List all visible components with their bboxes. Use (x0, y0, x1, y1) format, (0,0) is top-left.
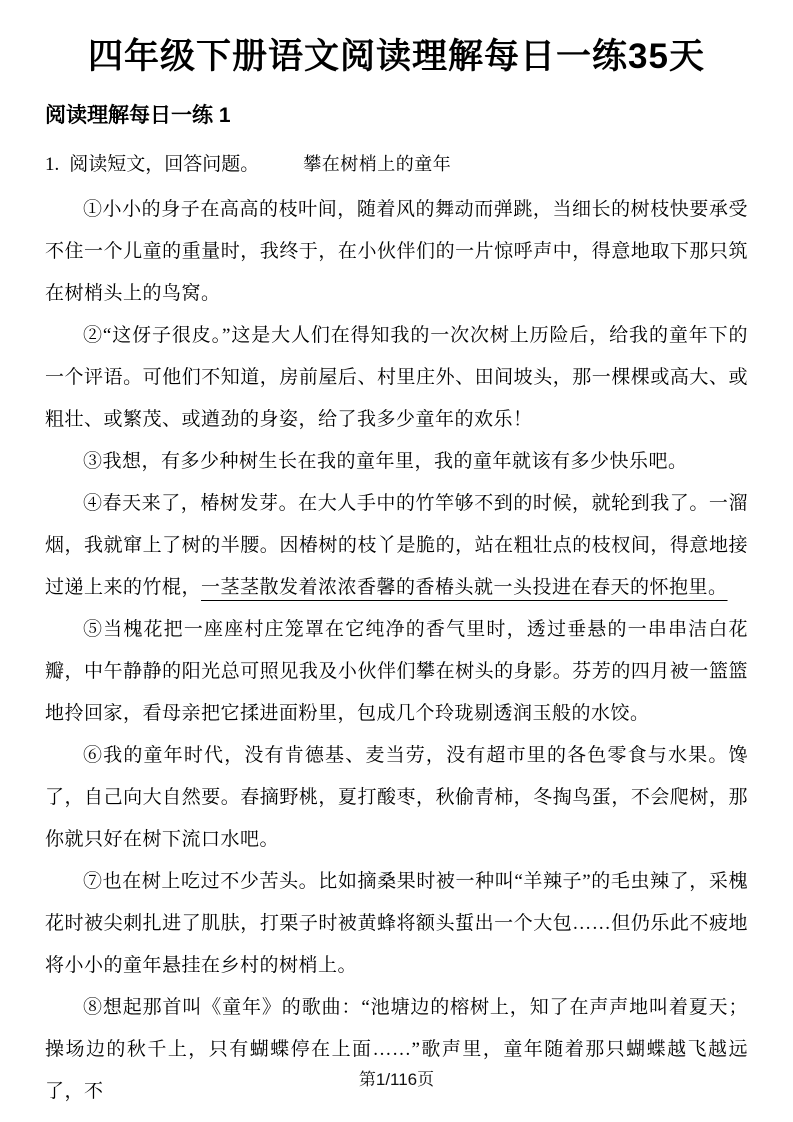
passage-text: ②“这伢子很皮。”这是大人们在得知我的一次次树上历险后，给我的童年下的一个评语。可他们不知道，房前屋后、村里庄外、田间坡头，那一棵棵或高大、或粗壮、或繁茂、或遒劲的身姿，给了我多少童年的欢乐！ (45, 325, 748, 430)
passage-paragraph (45, 315, 748, 441)
passage-text: ⑥我的童年时代，没有肯德基、麦当劳，没有超市里的各色零食与水果。馋了，自己向大自然要。春摘野桃，夏打酸枣，秋偷青柿，冬掏鸟蛋，不会爬树，那你就只好在树下流口水吧。 (45, 745, 748, 850)
section-heading: 阅读理解每日一练 1 (45, 104, 231, 127)
passage-paragraph (45, 189, 748, 315)
passage-text: ⑦也在树上吃过不少苦头。比如摘桑果时被一种叫“羊辣子”的毛虫辣了，采槐花时被尖刺扎进了肌肤，打栗子时被黄蜂将额头蜇出一个大包……但仍乐此不疲地将小小的童年悬挂在乡村的树梢上。 (45, 871, 748, 976)
question-number: 1. (45, 154, 60, 175)
passage-body (45, 189, 748, 1113)
passage-paragraph (45, 987, 748, 1113)
passage-text: ④春天来了，椿树发芽。在大人手中的竹竿够不到的时候，就轮到我了。一溜烟，我就窜上了树的半腰。因椿树的枝丫是脆的，站在粗壮点的枝杈间，得意地接过递上来的竹棍， (45, 493, 748, 598)
question-line (45, 150, 748, 179)
passage-paragraph (45, 483, 748, 609)
question-prompt: 阅读短文，回答问题。 (69, 154, 260, 175)
passage-title: 攀在树梢上的童年 (303, 154, 452, 174)
passage-text: ①小小的身子在高高的枝叶间，随着风的舞动而弹跳，当细长的树枝快要承受不住一个儿童的重量时，我终于，在小伙伴们的一片惊呼声中，得意地取下那只筑在树梢头上的鸟窝。 (45, 199, 748, 304)
passage-paragraph (45, 735, 748, 861)
passage-paragraph (45, 441, 748, 483)
passage-text: ③我想，有多少种树生长在我的童年里，我的童年就该有多少快乐吧。 (83, 451, 688, 472)
passage-paragraph (45, 861, 748, 987)
underlined-sentence: 一茎茎散发着浓浓香馨的香椿头就一头投进在春天的怀抱里。 (201, 577, 728, 598)
passage-text: ⑤当槐花把一座座村庄笼罩在它纯净的香气里时，透过垂悬的一串串洁白花瓣，中午静静的阳光总可照见我及小伙伴们攀在树头的身影。芬芳的四月被一篮篮地拎回家，看母亲把它揉进面粉里，包成几个玲珑剔透润玉般的水饺。 (45, 619, 748, 724)
passage-paragraph (45, 609, 748, 735)
document-title: 四年级下册语文阅读理解每日一练35天 (88, 37, 705, 76)
passage-text: ⑧想起那首叫《童年》的歌曲：“池塘边的榕树上，知了在声声地叫着夏天；操场边的秋千上，只有蝴蝶停在上面……”歌声里，童年随着那只蝴蝶越飞越远了，不 (45, 997, 748, 1102)
page-number-indicator: 第1/116页 (358, 1070, 435, 1089)
